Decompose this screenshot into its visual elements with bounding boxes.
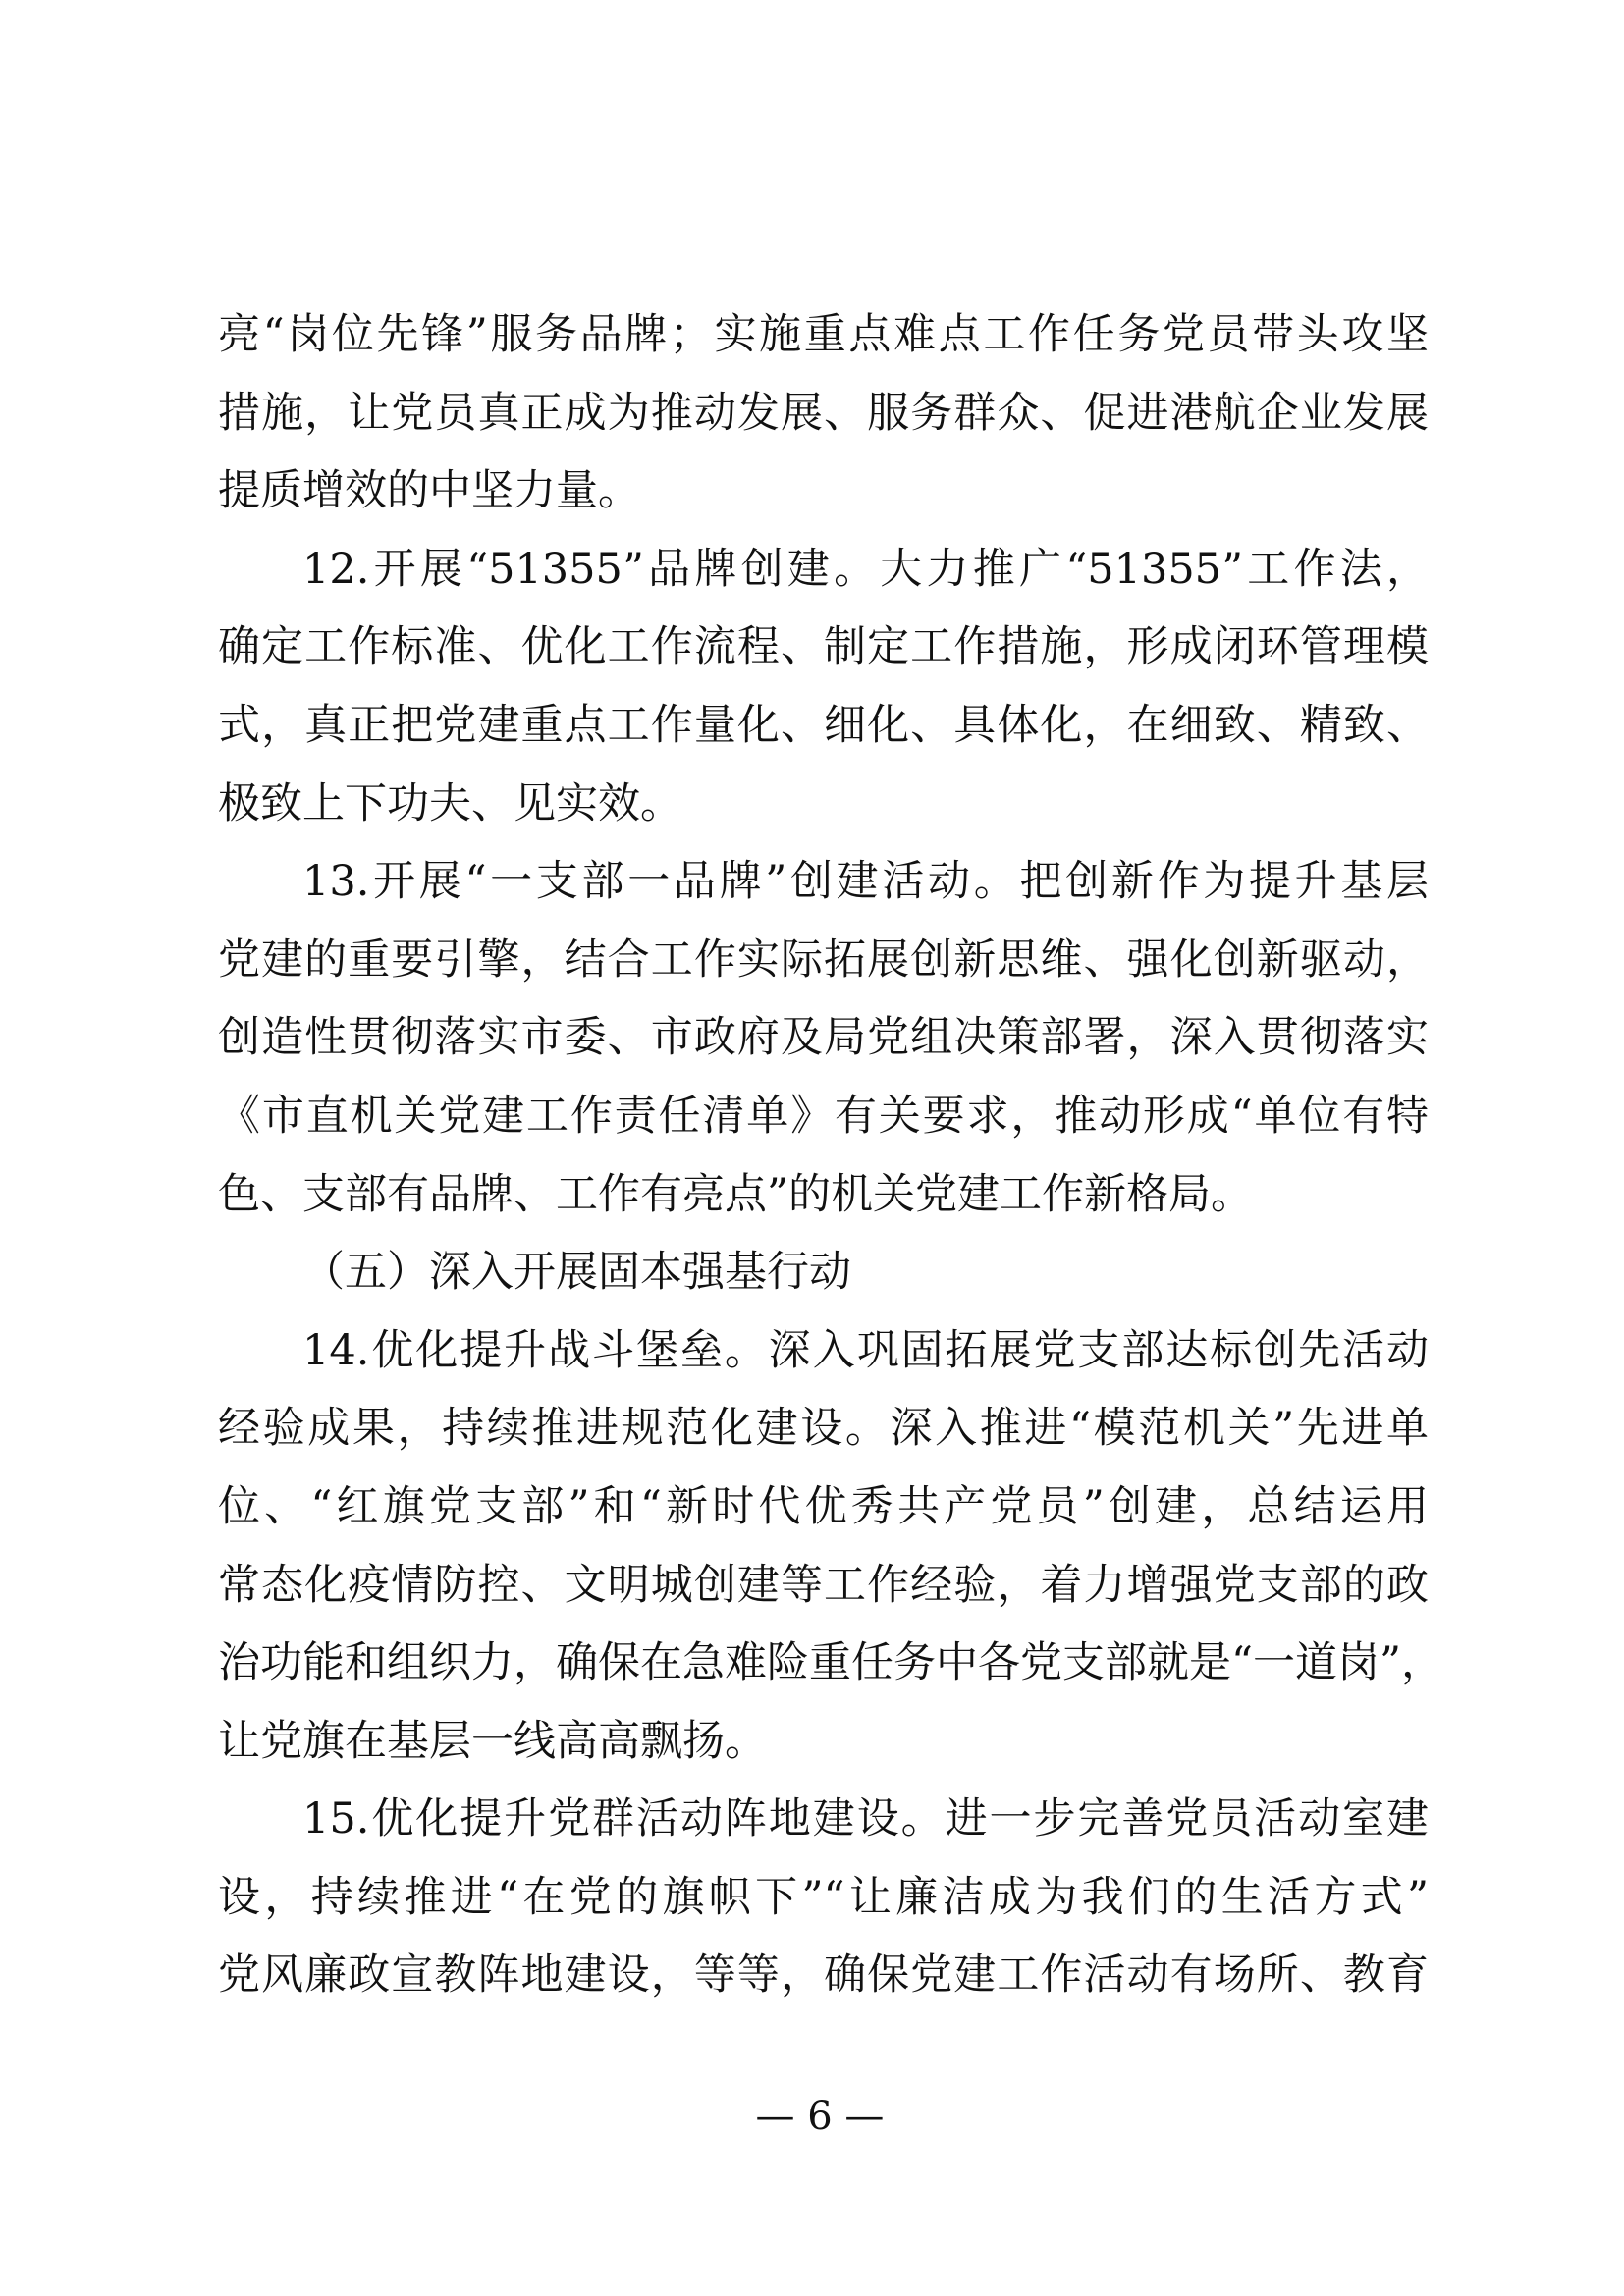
text-line: 党建的重要引擎，结合工作实际拓展创新思维、强化创新驱动， (218, 934, 1429, 985)
text-line: 色、支部有品牌、工作有亮点”的机关党建工作新格局。 (218, 1169, 1253, 1219)
text-line: 确定工作标准、优化工作流程、制定工作措施，形成闭环管理模 (218, 622, 1429, 672)
text-line: 措施，让党员真正成为推动发展、服务群众、促进港航企业发展 (218, 388, 1429, 438)
paragraph (218, 531, 1429, 843)
text-line: 让党旗在基层一线高高飘扬。 (218, 1716, 767, 1766)
section-heading: （五）深入开展固本强基行动 (302, 1248, 851, 1298)
body-text (218, 296, 1443, 2015)
text-line: 位、“红旗党支部”和“新时代优秀共产党员”创建，总结运用 (218, 1481, 1429, 1531)
text-line: 党风廉政宣教阵地建设，等等，确保党建工作活动有场所、教育 (218, 1950, 1429, 2001)
text-line: 式，真正把党建重点工作量化、细化、具体化，在细致、精致、 (218, 700, 1429, 750)
text-line: 14.优化提升战斗堡垒。深入巩固拓展党支部达标创先活动 (302, 1325, 1429, 1375)
text-line: 《市直机关党建工作责任清单》有关要求，推动形成“单位有特 (218, 1091, 1429, 1141)
text-line: 常态化疫情防控、文明城创建等工作经验，着力增强党支部的政 (218, 1560, 1429, 1610)
text-line: 12.开展“51355”品牌创建。大力推广“51355”工作法， (302, 544, 1429, 594)
text-line: 亮“岗位先锋”服务品牌；实施重点难点工作任务党员带头攻坚 (218, 310, 1429, 359)
paragraph (218, 296, 1429, 531)
page-number: — 6 — (755, 2094, 885, 2139)
text-line: 提质增效的中坚力量。 (218, 466, 640, 516)
text-line: 极致上下功夫、见实效。 (218, 778, 682, 828)
text-line: 治功能和组织力，确保在急难险重任务中各党支部就是“一道岗”， (218, 1638, 1443, 1688)
text-line: 15.优化提升党群活动阵地建设。进一步完善党员活动室建 (302, 1794, 1429, 1844)
text-line: 设，持续推进“在党的旗帜下”“让廉洁成为我们的生活方式” (218, 1872, 1429, 1922)
paragraph (218, 843, 1429, 1234)
text-line: 创造性贯彻落实市委、市政府及局党组决策部署，深入贯彻落实 (218, 1013, 1429, 1063)
text-line: 经验成果，持续推进规范化建设。深入推进“模范机关”先进单 (218, 1404, 1429, 1454)
paragraph (218, 1312, 1443, 1782)
paragraph (218, 1781, 1429, 2015)
text-line: 13.开展“一支部一品牌”创建活动。把创新作为提升基层 (302, 857, 1429, 907)
